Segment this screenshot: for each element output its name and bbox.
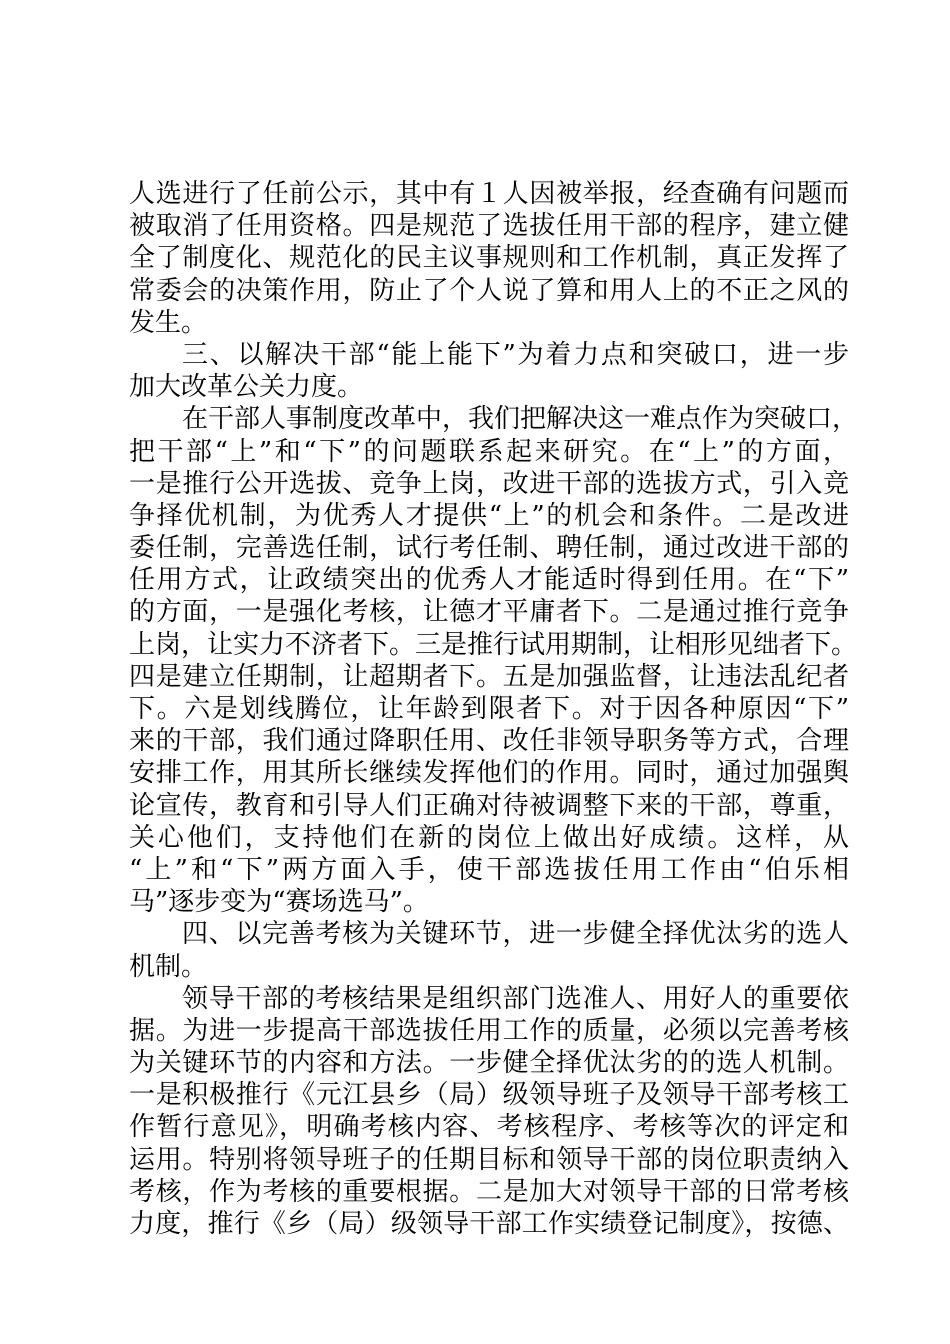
text-line: 关心他们，支持他们在新的岗位上做出好成绩。这样，从: [129, 822, 849, 853]
text-line: 争择优机制，为优秀人才提供“上”的机会和条件。二是改进: [129, 500, 849, 531]
section-heading-line: 四、以完善考核为关键环节，进一步健全择优汰劣的选人: [182, 919, 849, 950]
body-text: [129, 178, 859, 1240]
text-line: 全了制度化、规范化的民主议事规则和工作机制，真正发挥了: [129, 243, 849, 274]
section-heading-line: 三、以解决干部“能上能下”为着力点和突破口，进一步: [182, 339, 849, 370]
text-line: 来的干部，我们通过降职任用、改任非领导职务等方式，合理: [129, 726, 849, 757]
text-line: 人选进行了任前公示，其中有１人因被举报，经查确有问题而: [129, 179, 849, 209]
text-line: 发生。: [129, 307, 208, 338]
text-line: 据。为进一步提高干部选拔任用工作的质量，必须以完善考核: [129, 1015, 849, 1046]
section-heading-line: 机制。: [129, 951, 208, 982]
text-line: 上岗，让实力不济者下。三是推行试用期制，让相形见绌者下。: [129, 629, 858, 660]
text-line: 论宣传，教育和引导人们正确对待被调整下来的干部，尊重，: [129, 790, 849, 821]
text-line: 被取消了任用资格。四是规范了选拔任用干部的程序，建立健: [129, 211, 849, 242]
text-line: 一是积极推行《元江县乡（局）级领导班子及领导干部考核工: [129, 1080, 849, 1111]
text-line: 常委会的决策作用，防止了个人说了算和用人上的不正之风的: [129, 275, 849, 306]
text-line: 下。六是划线腾位，让年龄到限者下。对于因各种原因“下”: [129, 694, 849, 724]
text-line: 任用方式，让政绩突出的优秀人才能适时得到任用。在“下”: [129, 565, 849, 596]
text-line: 四是建立任期制，让超期者下。五是加强监督，让违法乱纪者: [129, 661, 849, 692]
text-line: 的方面，一是强化考核，让德才平庸者下。二是通过推行竞争: [129, 597, 849, 628]
text-line: 委任制，完善选任制，试行考任制、聘任制，通过改进干部的: [129, 533, 849, 564]
text-line: “上”和“下”两方面入手，使干部选拔任用工作由“伯乐相: [129, 854, 849, 885]
text-line: 考核，作为考核的重要根据。二是加大对领导干部的日常考核: [129, 1176, 849, 1207]
text-line: 运用。特别将领导班子的任期目标和领导干部的岗位职责纳入: [129, 1144, 849, 1175]
text-line: 力度，推行《乡（局）级领导干部工作实绩登记制度》，按德、: [129, 1209, 849, 1239]
text-line: 作暂行意见》，明确考核内容、考核程序、考核等次的评定和: [129, 1112, 849, 1143]
section-heading-line: 加大改革公关力度。: [129, 372, 364, 403]
text-line: 在干部人事制度改革中，我们把解决这一难点作为突破口，: [182, 404, 859, 435]
text-line: 一是推行公开选拔、竞争上岗，改进干部的选拔方式，引入竞: [129, 468, 849, 499]
text-line: 领导干部的考核结果是组织部门选准人、用好人的重要依: [182, 983, 849, 1014]
text-line: 把干部“上”和“下”的问题联系起来研究。在“上”的方面，: [129, 436, 849, 467]
text-line: 马”逐步变为“赛场选马”。: [129, 887, 429, 918]
text-line: 安排工作，用其所长继续发挥他们的作用。同时，通过加强舆: [129, 758, 849, 789]
text-line: 为关键环节的内容和方法。一步健全择优汰劣的的选人机制。: [129, 1048, 849, 1079]
